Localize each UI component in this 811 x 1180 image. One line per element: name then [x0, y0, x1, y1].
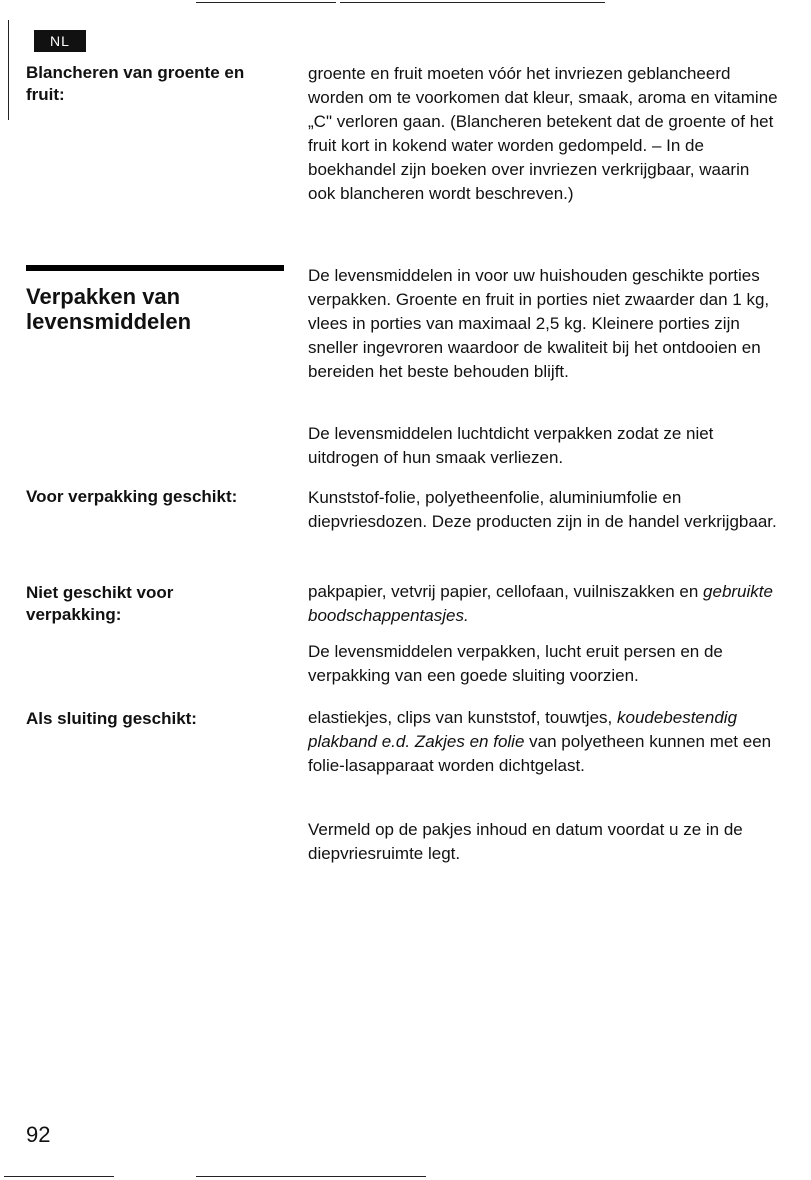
sluiting-italic: koudebestendig plakband e.d. Zakjes en folie	[308, 708, 738, 751]
niet-geschikt-plain: pakpapier, vetvrij papier, cellofaan, vuilniszakken en	[308, 582, 699, 601]
geschikt-heading: Voor verpakking geschikt:	[26, 487, 238, 506]
niet-geschikt-text	[308, 580, 778, 628]
left-margin-line	[8, 20, 9, 120]
niet-geschikt-italic: gebruikte boodschappentasjes.	[308, 582, 773, 625]
verpakken-text-1: De levensmiddelen in voor uw huishouden geschikte porties verpakken. Groente en fruit in porties niet zwaarder dan 1 kg, vlees in porties van maximaal 2,5 kg. Kleinere porties zijn sneller ingevroren waardoor de kwaliteit bij het ontdooien en bereiden het beste behouden blijft.	[308, 266, 770, 381]
sluiting-text	[308, 706, 778, 778]
sluiting-plain-2: van polyetheen kunnen met een folie-lasapparaat worden dichtgelast.	[308, 732, 772, 775]
blancheren-text: groente en fruit moeten vóór het invriezen geblancheerd worden om te voorkomen dat kleur, smaak, aroma en vitamine „C" verloren gaan. (Blancheren betekent dat de groente of het fruit kort in kokend water worden gedompeld. – In de boekhandel zijn boeken over invriezen verkrijgbaar, waarin ook blancheren wordt beschreven.)	[308, 64, 778, 203]
top-rule-right	[340, 2, 605, 3]
blancheren-heading: Blancheren van groente en fruit:	[26, 63, 245, 104]
top-rule-left	[196, 2, 336, 3]
bottom-rule-mid	[196, 1176, 426, 1177]
sluiting-text-2: Vermeld op de pakjes inhoud en datum voordat u ze in de diepvriesruimte legt.	[308, 820, 743, 863]
section-title: Verpakken van levensmiddelen	[26, 284, 192, 334]
niet-geschikt-text-2: De levensmiddelen verpakken, lucht eruit persen en de verpakking van een goede sluiting voorzien.	[308, 642, 723, 685]
sluiting-heading: Als sluiting geschikt:	[26, 709, 197, 728]
verpakken-text-2: De levensmiddelen luchtdicht verpakken zodat ze niet uitdrogen of hun smaak verliezen.	[308, 424, 714, 467]
section-bar	[26, 265, 284, 271]
page-number: 92	[26, 1122, 51, 1147]
niet-geschikt-heading: Niet geschikt voor verpakking:	[26, 583, 174, 624]
sluiting-plain-1: elastiekjes, clips van kunststof, touwtjes,	[308, 708, 613, 727]
language-badge: NL	[34, 30, 86, 52]
geschikt-text: Kunststof-folie, polyetheenfolie, aluminiumfolie en diepvriesdozen. Deze producten zijn in de handel verkrijgbaar.	[308, 488, 777, 531]
bottom-rule-left	[4, 1176, 114, 1177]
